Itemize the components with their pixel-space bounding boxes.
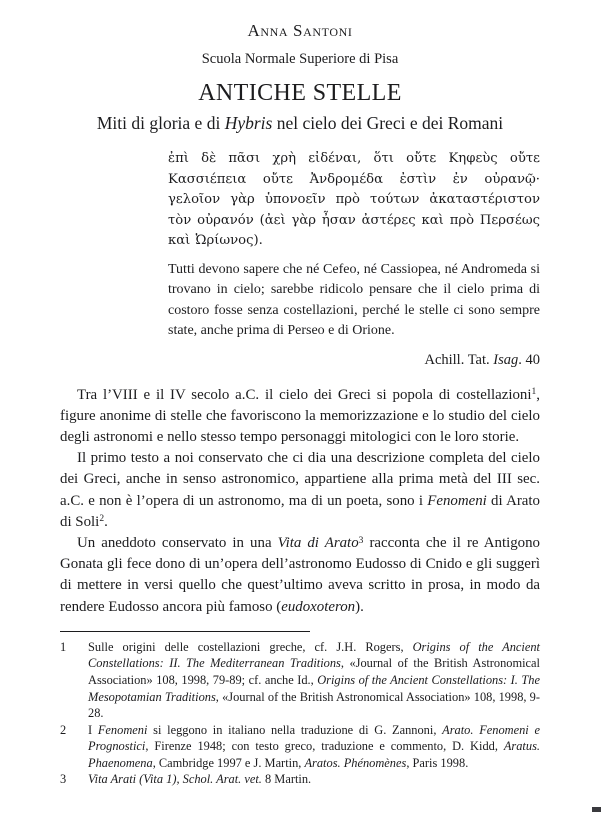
footnote-text: I Fenomeni si leggono in italiano nella traduzione di G. Zannoni, Arato. Fenomeni e Prognostici, Firenze 1948; con testo greco, traduzione e commento, D. Kidd, Aratus. Phaenomena, Cambridge 1997 e J. Martin, Aratos. Phénomènes, Paris 1998. bbox=[88, 722, 540, 770]
body-paragraph-1: Tra l’VIII e il IV secolo a.C. il cielo dei Greci si popola di costellazioni$^1$, figure anonime di stelle che favoriscono la memorizzazione e lo studio del cielo degli astronomi e nello stesso tempo personaggi mitologici con le loro storie. bbox=[60, 386, 540, 445]
footnote-1 bbox=[60, 639, 540, 722]
footnote-separator-rule bbox=[60, 631, 310, 632]
author-name: Anna Santoni bbox=[247, 21, 353, 40]
body-paragraph-2: Il primo testo a noi conservato che ci dia una descrizione completa del cielo dei Greci, anche in senso astronomico, appartiene alla prima metà del III sec. a.C. e non è l’opera di un astronomo, ma di un poeta, sono i Fenomeni di Arato di Soli$^2$. bbox=[60, 450, 540, 530]
epigraph-attribution: Achill. Tat. Isag. 40 bbox=[424, 351, 540, 368]
footnote-number: 3 bbox=[60, 772, 67, 787]
epigraph-translation: Tutti devono sapere che né Cefeo, né Cassiopea, né Andromeda si trovano in cielo; sarebbe ridicolo pensare che il cielo prima di costoro fosse senza costellazioni, perché le stelle ci sono sempre state, anche prima di Perseo e di Orione. bbox=[168, 261, 540, 338]
epigraph-greek-text: ἐπὶ δὲ πᾶσι χρὴ εἰδέναι, ὅτι οὔτε Κηφεὺς οὔτε Κασσιέπεια οὔτε Ἀνδρομέδα ἐστὶν ἐν οὐρανῷ· γελοῖον γὰρ ὑπονοεῖν πρὸ τούτων ἀκαταστέριστον τὸν οὐρανόν (ἀεὶ γὰρ ἦσαν ἀστέρες καὶ πρὸ Περσέως καὶ Ὠρίωνος). bbox=[168, 151, 540, 248]
footnotes-section bbox=[60, 631, 540, 788]
author-affiliation: Scuola Normale Superiore di Pisa bbox=[201, 51, 399, 67]
footnote-number: 1 bbox=[60, 639, 67, 654]
scan-artifact-mark bbox=[592, 807, 601, 812]
footnote-number: 2 bbox=[60, 722, 67, 737]
footnote-2 bbox=[60, 722, 540, 772]
main-text bbox=[60, 385, 540, 618]
footnote-3 bbox=[60, 771, 540, 788]
footnote-text: Sulle origini delle costellazioni greche, cf. J.H. Rogers, Origins of the Ancient Constellations: II. The Mediterranean Traditions, «Journal of the British Astronomical Association» 108, 1998, 79-89; cf. anche Id., Origins of the Ancient Constellations: I. The Mesopotamian Traditions, «Journal of the British Astronomical Association» 108, 1998, 9-28. bbox=[88, 639, 540, 721]
epigraph-block bbox=[168, 149, 540, 369]
footnote-text: Vita Arati (Vita 1), Schol. Arat. vet. 8 Martin. bbox=[88, 772, 312, 787]
body-paragraph-3: Un aneddoto conservato in una Vita di Arato$^3$ racconta che il re Antigono Gonata gli fece dono di un’opera dell’astronomo Eudosso di Cnido e gli suggerì di mettere in versi quello che quest’ultimo aveva scritto in prosa, in modo da rendere Eudosso ancora più famoso (eudoxoteron). bbox=[60, 534, 541, 615]
page-title: ANTICHE STELLE bbox=[198, 80, 402, 106]
page-subtitle: Miti di gloria e di Hybris nel cielo dei Greci e dei Romani bbox=[96, 113, 504, 133]
